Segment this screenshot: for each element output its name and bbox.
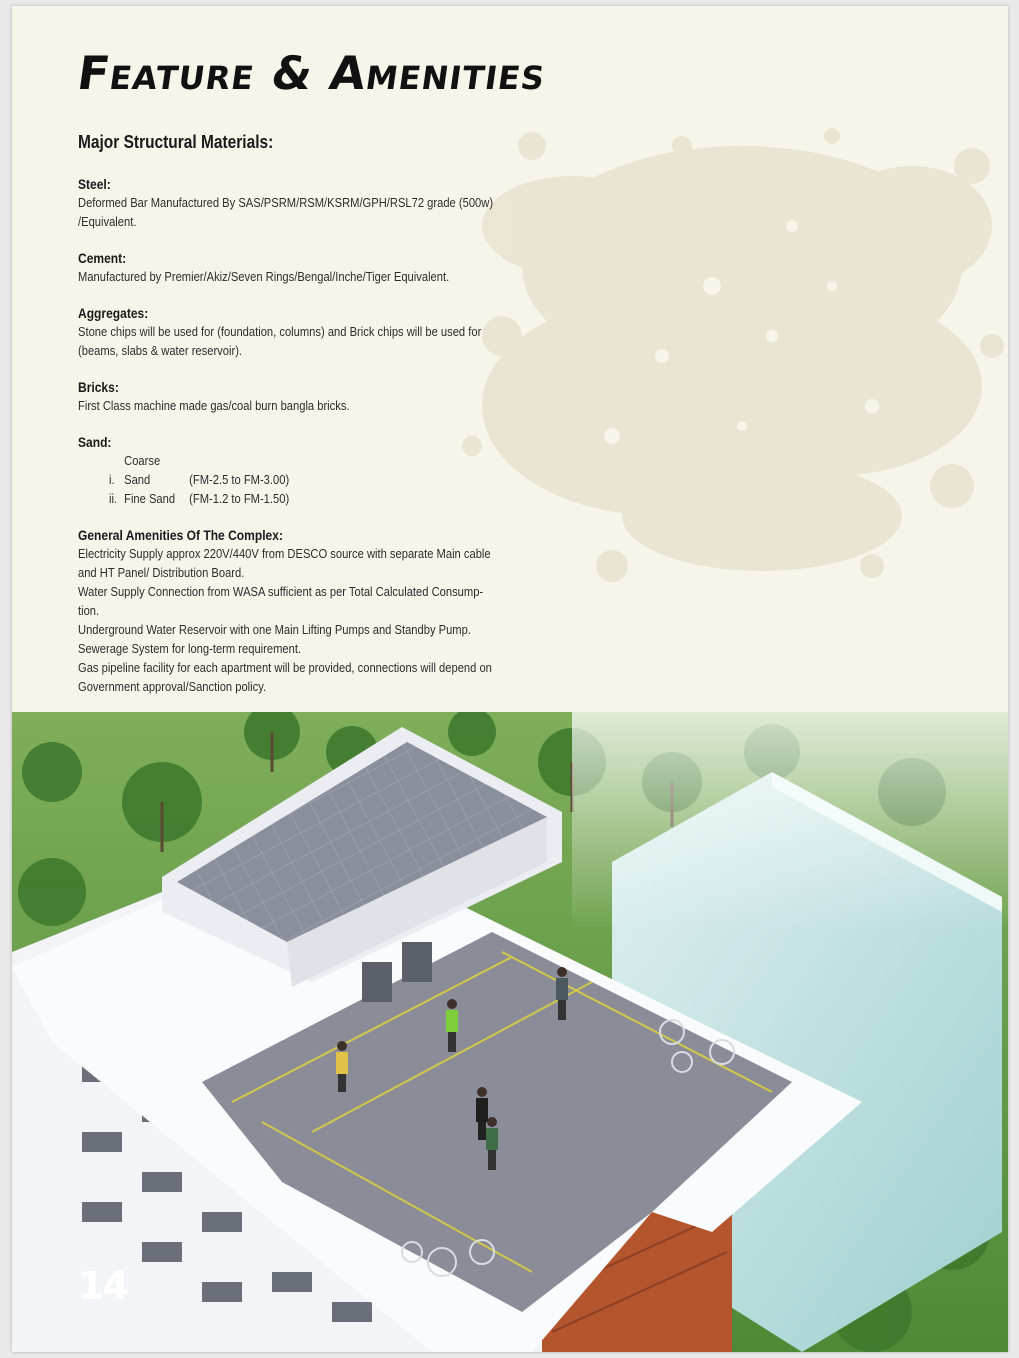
sand-title: Sand:	[78, 434, 112, 450]
cement-title: Cement:	[78, 250, 127, 266]
list-item	[109, 451, 439, 489]
sand-item-value: (FM-1.2 to FM-1.50)	[189, 491, 290, 506]
steel-text-line: Deformed Bar Manufactured By SAS/PSRM/RSM/KSRM/GPH/RSL72 grade (500w)	[78, 195, 494, 210]
steel-text-line: /Equivalent.	[78, 214, 137, 229]
sand-item-number: ii.	[108, 491, 118, 506]
aggregates-text-line: (beams, slabs & water reservoir).	[78, 343, 243, 358]
sand-section	[78, 433, 498, 508]
bricks-section	[78, 378, 498, 415]
cement-section	[78, 249, 498, 286]
amenity-line: Water Supply Connection from WASA sufficient as per Total Calculated Consump-	[78, 584, 484, 599]
steel-title: Steel:	[78, 176, 111, 192]
amenity-line: and HT Panel/ Distribution Board.	[78, 565, 245, 580]
aggregates-text-line: Stone chips will be used for (foundation, columns) and Brick chips will be used for	[78, 324, 482, 339]
bricks-text-line: First Class machine made gas/coal burn bangla bricks.	[78, 398, 350, 413]
sand-list	[78, 451, 439, 508]
aggregates-title: Aggregates:	[78, 305, 149, 321]
amenity-line: Government approval/Sanction policy.	[78, 679, 267, 694]
features-content	[78, 132, 498, 714]
page-title: Feature & Amenities	[74, 46, 550, 100]
bricks-title: Bricks:	[78, 379, 119, 395]
list-item	[109, 489, 439, 508]
amenities-title: General Amenities Of The Complex:	[78, 527, 283, 543]
amenity-line: Electricity Supply approx 220V/440V from DESCO source with separate Main cable	[78, 546, 491, 561]
sand-item-label: Fine Sand	[124, 491, 176, 506]
brochure-page	[12, 6, 1008, 1352]
sand-item-value: (FM-2.5 to FM-3.00)	[189, 472, 290, 487]
rooftop-render-image	[12, 712, 1008, 1352]
amenities-section	[78, 526, 498, 696]
amenity-line: tion.	[78, 603, 100, 618]
page-number: 14	[78, 1264, 127, 1308]
aggregates-section	[78, 304, 498, 360]
paint-splash-decoration	[412, 106, 1008, 626]
steel-section	[78, 175, 498, 231]
cement-text-line: Manufactured by Premier/Akiz/Seven Rings/Bengal/Inche/Tiger Equivalent.	[78, 269, 450, 284]
amenity-line: Underground Water Reservoir with one Main Lifting Pumps and Standby Pump.	[78, 622, 471, 637]
sand-item-number: i.	[108, 472, 115, 487]
amenity-line: Sewerage System for long-term requirement.	[78, 641, 302, 656]
materials-heading: Major Structural Materials:	[78, 132, 274, 152]
sand-item-label: Coarse Sand	[124, 453, 161, 487]
amenity-line: Gas pipeline facility for each apartment will be provided, connections will depend on	[78, 660, 492, 675]
